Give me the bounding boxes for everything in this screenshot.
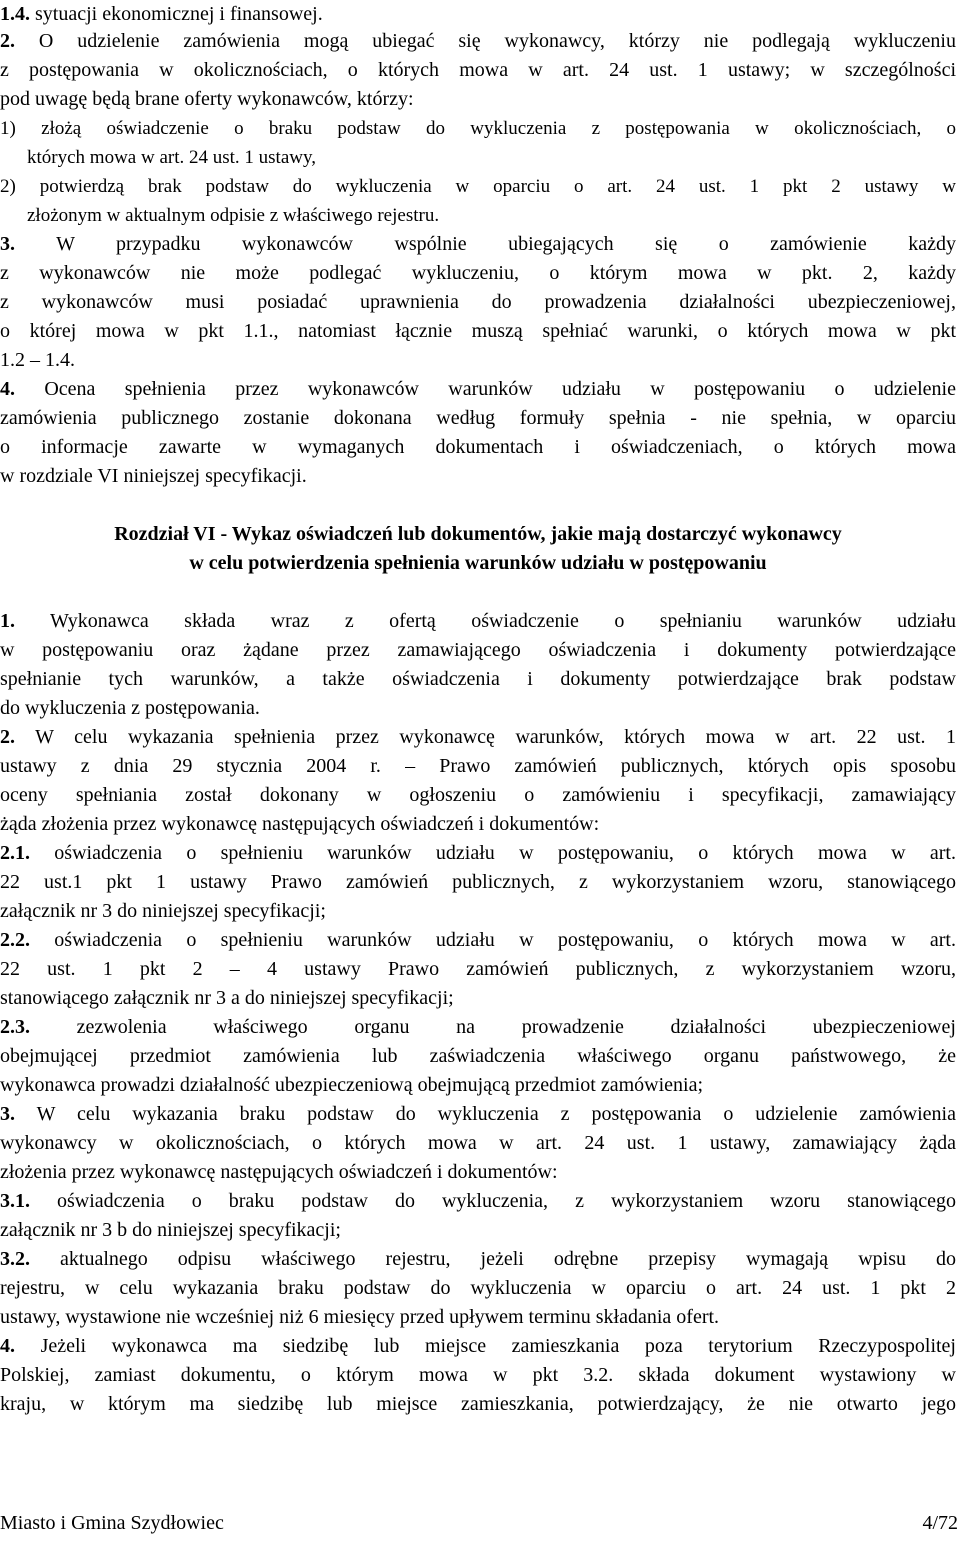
item-number: 2.3. bbox=[0, 1016, 30, 1038]
text-line bbox=[27, 143, 956, 172]
text-line bbox=[0, 1361, 956, 1390]
text-line bbox=[0, 1245, 956, 1274]
line-text: spełnianie tych warunków, a także oświadczenia i dokumenty potwierdzające brak podstaw bbox=[0, 668, 956, 690]
item-number: 3. bbox=[0, 233, 15, 255]
line-text: wykonawca prowadzi działalność ubezpieczeniową obejmującą przedmiot zamówienia; bbox=[0, 1074, 704, 1096]
line-text: załącznik nr 3 b do niniejszej specyfikacji; bbox=[0, 1219, 341, 1241]
text-line bbox=[0, 723, 956, 752]
line-text: 2) potwierdzą brak podstaw do wykluczenia w oparciu o art. 24 ust. 1 pkt 2 ustawy w bbox=[0, 176, 956, 197]
text-line bbox=[27, 201, 956, 230]
line-text: sytuacji ekonomicznej i finansowej. bbox=[30, 3, 323, 25]
line-text: z wykonawców musi posiadać uprawnienia do prowadzenia działalności ubezpieczeniowej, bbox=[0, 291, 956, 313]
text-line bbox=[0, 56, 956, 85]
line-text: Ocena spełnienia przez wykonawców warunków udziału w postępowaniu o udzielenie bbox=[15, 378, 956, 400]
footer-municipality: Miasto i Gmina Szydłowiec bbox=[0, 1512, 224, 1534]
line-text: W celu wykazania spełnienia przez wykonawcę warunków, których mowa w art. 22 ust. 1 bbox=[15, 726, 956, 748]
text-line bbox=[0, 462, 956, 491]
line-text: o informacje zawarte w wymaganych dokumentach i oświadczeniach, o których mowa bbox=[0, 436, 956, 458]
line-text: Jeżeli wykonawca ma siedzibę lub miejsce zamieszkania poza terytorium Rzeczypospolitej bbox=[15, 1335, 956, 1357]
line-text: W przypadku wykonawców wspólnie ubiegających się o zamówienie każdy bbox=[15, 233, 956, 255]
line-text: oświadczenia o spełnieniu warunków udziału w postępowaniu, o których mowa w art. bbox=[30, 842, 956, 864]
line-text: oświadczenia o spełnieniu warunków udziału w postępowaniu, o których mowa w art. bbox=[30, 929, 956, 951]
text-line bbox=[0, 0, 956, 29]
text-line bbox=[0, 752, 956, 781]
text-line bbox=[0, 1129, 956, 1158]
line-text: zamówienia publicznego zostanie dokonana według formuły spełnia - nie spełnia, w oparciu bbox=[0, 407, 956, 429]
text-line bbox=[0, 1158, 956, 1187]
line-text: ustawy, wystawione nie wcześniej niż 6 miesięcy przed upływem terminu składania ofert. bbox=[0, 1306, 720, 1328]
text-line bbox=[0, 1100, 956, 1129]
text-line bbox=[0, 636, 956, 665]
text-line bbox=[0, 1013, 956, 1042]
line-text: 1.2 – 1.4. bbox=[0, 349, 75, 371]
text-line bbox=[0, 404, 956, 433]
text-line bbox=[0, 1042, 956, 1071]
line-text: aktualnego odpisu właściwego rejestru, jeżeli odrębne przepisy wymagają wpisu do bbox=[30, 1248, 956, 1270]
text-line bbox=[0, 1187, 956, 1216]
text-line bbox=[0, 114, 956, 143]
line-text: 1) złożą oświadczenie o braku podstaw do wykluczenia z postępowania w okolicznościach, o bbox=[0, 118, 956, 139]
item-number: 1. bbox=[0, 610, 15, 632]
line-text: Rozdział VI - Wykaz oświadczeń lub dokumentów, jakie mają dostarczyć wykonawcy bbox=[114, 523, 842, 545]
line-text: W celu wykazania braku podstaw do wykluczenia z postępowania o udzielenie zamówienia bbox=[15, 1103, 956, 1125]
line-text: obejmującej przedmiot zamówienia lub zaświadczenia właściwego organu państwowego, że bbox=[0, 1045, 956, 1067]
page-footer bbox=[0, 1508, 958, 1538]
item-number: 2.1. bbox=[0, 842, 30, 864]
text-line bbox=[0, 926, 956, 955]
text-line bbox=[0, 288, 956, 317]
footer-page-number: 4/72 bbox=[922, 1512, 958, 1534]
text-line bbox=[0, 346, 956, 375]
line-text: oceny spełniania został dokonany w ogłoszeniu o zamówieniu i specyfikacji, zamawiający bbox=[0, 784, 956, 806]
text-line bbox=[0, 1274, 956, 1303]
text-line bbox=[0, 1390, 956, 1419]
text-line bbox=[0, 1216, 956, 1245]
line-text: pod uwagę będą brane oferty wykonawców, którzy: bbox=[0, 88, 414, 110]
text-line bbox=[0, 259, 956, 288]
line-text: złożenia przez wykonawcę następujących oświadczeń i dokumentów: bbox=[0, 1161, 558, 1183]
line-text: zezwolenia właściwego organu na prowadzenie działalności ubezpieczeniowej bbox=[30, 1016, 956, 1038]
line-text: wykonawcy w okolicznościach, o których mowa w art. 24 ust. 1 ustawy, zamawiający żąda bbox=[0, 1132, 956, 1154]
line-text: w rozdziale VI niniejszej specyfikacji. bbox=[0, 465, 307, 487]
text-line bbox=[0, 27, 956, 56]
line-text: stanowiącego załącznik nr 3 a do niniejszej specyfikacji; bbox=[0, 987, 454, 1009]
line-text: O udzielenie zamówienia mogą ubiegać się wykonawcy, którzy nie podlegają wykluczeniu bbox=[15, 30, 956, 52]
text-line bbox=[0, 375, 956, 404]
item-number: 2. bbox=[0, 30, 15, 52]
text-line bbox=[0, 694, 956, 723]
text-line bbox=[0, 520, 956, 549]
text-line bbox=[0, 85, 956, 114]
text-line bbox=[0, 984, 956, 1013]
line-text: o której mowa w pkt 1.1., natomiast łącznie muszą spełniać warunki, o których mowa w pkt bbox=[0, 320, 956, 342]
text-line bbox=[0, 607, 956, 636]
text-line bbox=[0, 1303, 956, 1332]
line-text: Wykonawca składa wraz z ofertą oświadczenie o spełnianiu warunków udziału bbox=[15, 610, 956, 632]
line-text: z wykonawców nie może podlegać wykluczeniu, o którym mowa w pkt. 2, każdy bbox=[0, 262, 956, 284]
text-line bbox=[0, 433, 956, 462]
item-number: 3.2. bbox=[0, 1248, 30, 1270]
line-text: do wykluczenia z postępowania. bbox=[0, 697, 260, 719]
line-text: 22 ust. 1 pkt 2 – 4 ustawy Prawo zamówień publicznych, z wykorzystaniem wzoru, bbox=[0, 958, 956, 980]
line-text: których mowa w art. 24 ust. 1 ustawy, bbox=[27, 147, 316, 168]
item-number: 1.4. bbox=[0, 3, 30, 25]
item-number: 2. bbox=[0, 726, 15, 748]
text-line bbox=[0, 230, 956, 259]
line-text: ustawy z dnia 29 stycznia 2004 r. – Prawo zamówień publicznych, których opis sposobu bbox=[0, 755, 956, 777]
line-text: w celu potwierdzenia spełnienia warunków udziału w postępowaniu bbox=[189, 552, 767, 574]
item-number: 3. bbox=[0, 1103, 15, 1125]
text-line bbox=[0, 549, 956, 578]
line-text: 22 ust.1 pkt 1 ustawy Prawo zamówień publicznych, z wykorzystaniem wzoru, stanowiącego bbox=[0, 871, 956, 893]
line-text: rejestru, w celu wykazania braku podstaw do wykluczenia w oparciu o art. 24 ust. 1 pkt 2 bbox=[0, 1277, 956, 1299]
item-number: 4. bbox=[0, 378, 15, 400]
text-line bbox=[0, 868, 956, 897]
line-text: w postępowaniu oraz żądane przez zamawiającego oświadczenia i dokumenty potwierdzające bbox=[0, 639, 956, 661]
line-text: załącznik nr 3 do niniejszej specyfikacji; bbox=[0, 900, 326, 922]
line-text: żąda złożenia przez wykonawcę następujących oświadczeń i dokumentów: bbox=[0, 813, 600, 835]
text-line bbox=[0, 1071, 956, 1100]
item-number: 3.1. bbox=[0, 1190, 30, 1212]
line-text: Polskiej, zamiast dokumentu, o którym mowa w pkt 3.2. składa dokument wystawiony w bbox=[0, 1364, 956, 1386]
line-text: kraju, w którym ma siedzibę lub miejsce zamieszkania, potwierdzający, że nie otwarto jego bbox=[0, 1393, 956, 1415]
text-line bbox=[0, 897, 956, 926]
text-line bbox=[0, 810, 956, 839]
text-line bbox=[0, 781, 956, 810]
line-text: oświadczenia o braku podstaw do wykluczenia, z wykorzystaniem wzoru stanowiącego bbox=[30, 1190, 956, 1212]
item-number: 4. bbox=[0, 1335, 15, 1357]
text-line bbox=[0, 317, 956, 346]
text-line bbox=[0, 172, 956, 201]
text-line bbox=[0, 665, 956, 694]
text-line bbox=[0, 839, 956, 868]
item-number: 2.2. bbox=[0, 929, 30, 951]
line-text: z postępowania w okolicznościach, o których mowa w art. 24 ust. 1 ustawy; w szczególności bbox=[0, 59, 956, 81]
line-text: złożonym w aktualnym odpisie z właściwego rejestru. bbox=[27, 205, 440, 226]
text-line bbox=[0, 1332, 956, 1361]
text-line bbox=[0, 955, 956, 984]
